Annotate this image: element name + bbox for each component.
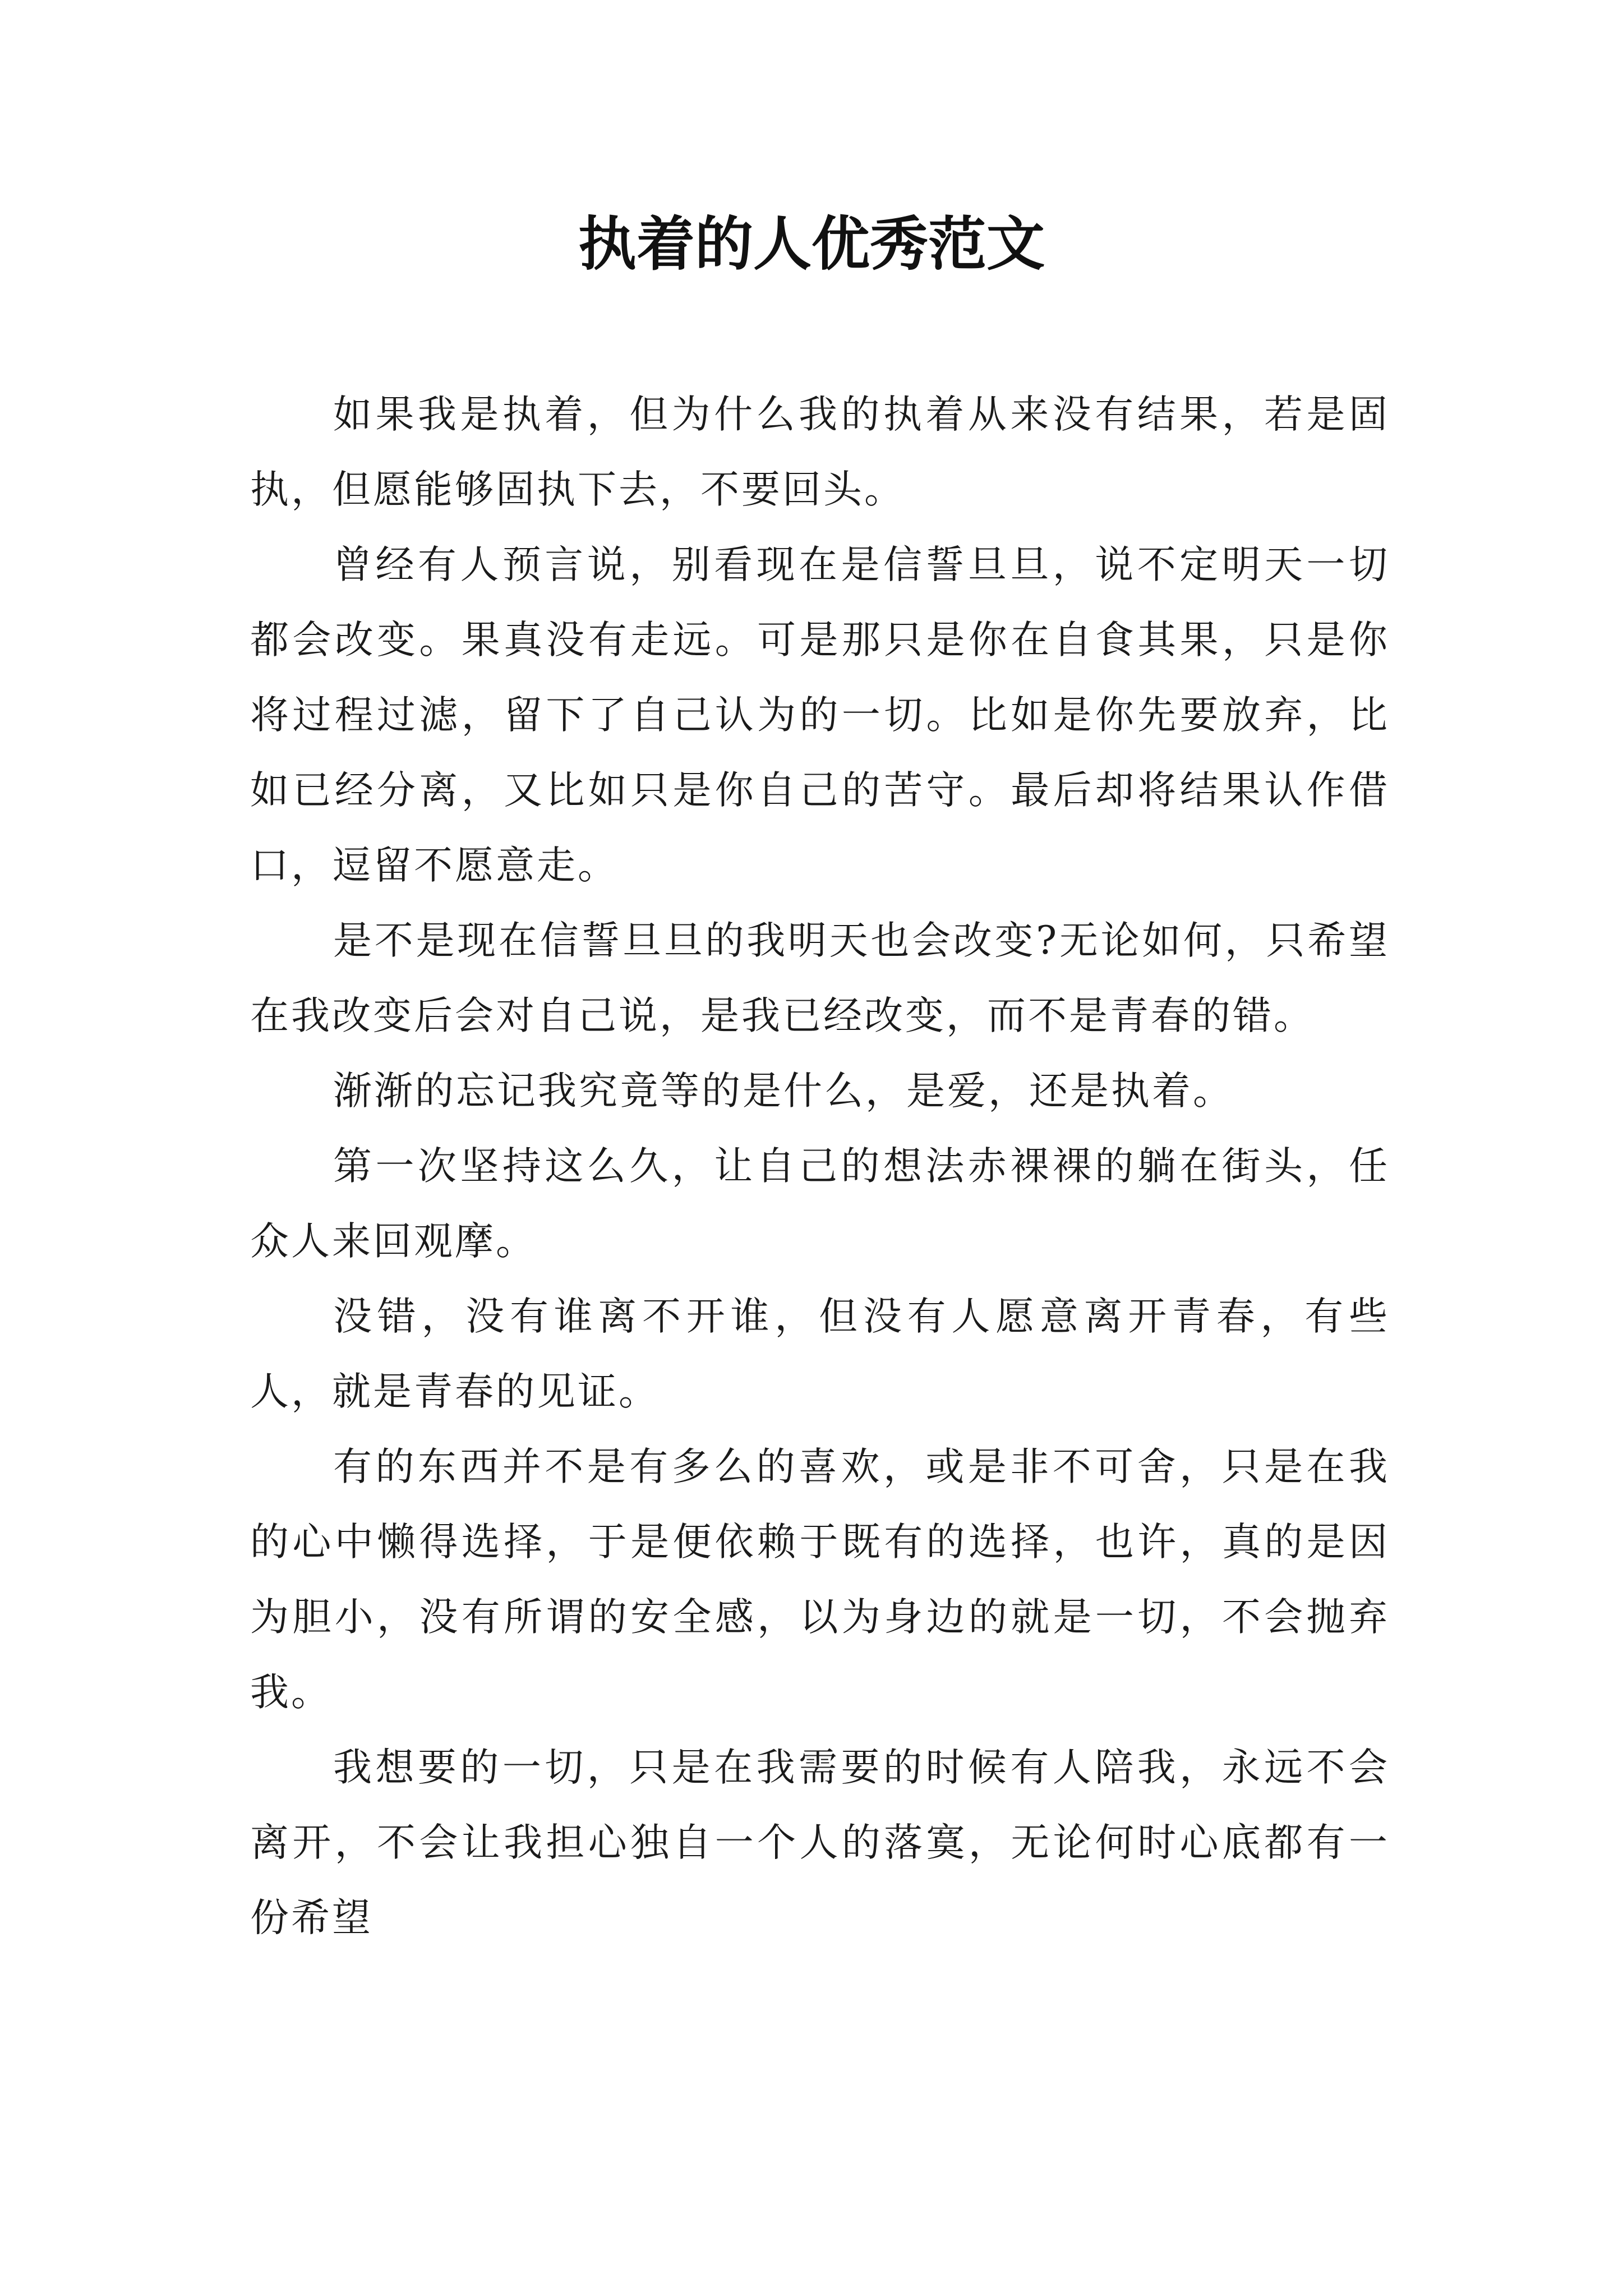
paragraph: 有的东西并不是有多么的喜欢，或是非不可舍，只是在我的心中懒得选择，于是便依赖于既有的选择，也许，真的是因为胆小，没有所谓的安全感，以为身边的就是一切，不会抛弃我。 xyxy=(250,1444,1390,1715)
document-body xyxy=(250,377,1390,1955)
paragraph: 曾经有人预言说，别看现在是信誓旦旦，说不定明天一切都会改变。果真没有走远。可是那只是你在自食其果，只是你将过程过滤，留下了自己认为的一切。比如是你先要放弃，比如已经分离，又比如只是你自己的苦守。最后却将结果认作借口，逗留不愿意走。 xyxy=(250,542,1390,888)
paragraph: 没错，没有谁离不开谁，但没有人愿意离开青春，有些人，就是青春的见证。 xyxy=(250,1294,1390,1414)
paragraph: 是不是现在信誓旦旦的我明天也会改变?无论如何，只希望在我改变后会对自己说，是我已经改变，而不是青春的错。 xyxy=(250,918,1390,1038)
paragraph: 第一次坚持这么久，让自己的想法赤裸裸的躺在街头，任众人来回观摩。 xyxy=(250,1144,1390,1264)
paragraph: 我想要的一切，只是在我需要的时候有人陪我，永远不会离开，不会让我担心独自一个人的落寞，无论何时心底都有一份希望 xyxy=(250,1745,1390,1940)
document-title: 执着的人优秀范文 xyxy=(578,209,1045,278)
paragraph: 如果我是执着，但为什么我的执着从来没有结果，若是固执，但愿能够固执下去，不要回头。 xyxy=(250,392,1390,512)
paragraph: 渐渐的忘记我究竟等的是什么，是爱，还是执着。 xyxy=(333,1069,1234,1114)
